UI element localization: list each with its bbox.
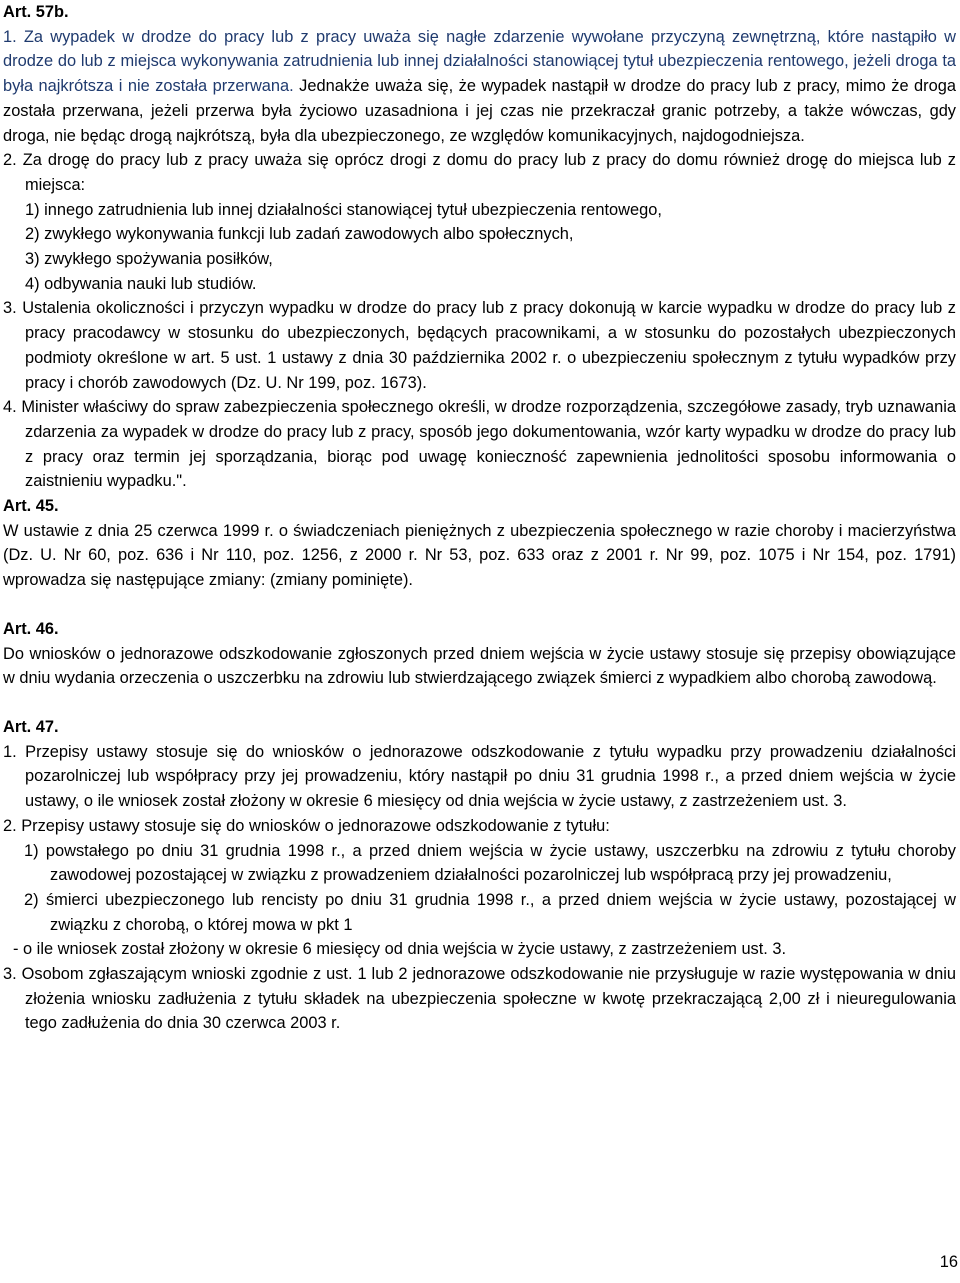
list-item: 2) śmierci ubezpieczonego lub rencisty po dniu 31 grudnia 1998 r., a przed dniem wejścia w życie ustawy, pozostającej w związku z chorobą, o której mowa w pkt 1: [24, 890, 956, 934]
article-47: [3, 715, 956, 1036]
article-heading: Art. 45.: [3, 497, 59, 516]
list-item: 1) innego zatrudnienia lub innej działalności stanowiącej tytuł ubezpieczenia rentowego,: [25, 200, 662, 219]
paragraph-1: 1. Przepisy ustawy stosuje się do wniosków o jednorazowe odszkodowanie z tytułu wypadku przy prowadzeniu działalności pozarolniczej lub współpracy przy jej prowadzeniu, który nastąpił po dniu 31 grudnia 1998 r., a przed dniem wejścia w życie ustawy, o ile wniosek został złożony w okresie 6 miesięcy od dnia wejścia w życie ustawy, z zastrzeżeniem ust. 3.: [3, 742, 956, 811]
spacer: [3, 593, 956, 617]
paragraph-1-text-b: Jednakże uważa się, że wypadek nastąpił w drodze do pracy lub z pracy, mimo że droga została przerwana, jeżeli przerwa była życiowo uzasadniona i jej czas nie przekraczał granic potrzeby, a także wówczas, gdy droga, nie będąc drogą najkrótszą, była dla ubezpieczonego, ze względów komunikacyjnych, najdogodniejsza.: [3, 77, 956, 145]
article-46: [3, 617, 956, 691]
paragraph-2: 2. Za drogę do pracy lub z pracy uważa się oprócz drogi z domu do pracy lub z pracy do domu również drogę do miejsca lub z miejsca:: [3, 151, 956, 194]
article-heading: Art. 47.: [3, 717, 59, 736]
document-page: [3, 0, 956, 1036]
spacer: [3, 691, 956, 715]
article-heading: Art. 46.: [3, 619, 59, 638]
article-heading: Art. 57b.: [3, 3, 69, 21]
article-57b: [3, 0, 956, 494]
paragraph-4: 4. Minister właściwy do spraw zabezpieczenia społecznego określi, w drodze rozporządzenia, szczegółowe zasady, tryb uznawania zdarzenia za wypadek w drodze do pracy lub z pracy, sposób jego dokumentowania, wzór karty wypadku w drodze do pracy lub z pracy oraz termin jej sporządzania, biorąc pod uwagę konieczność zapewnienia jednolitości sposobu informowania o zaistnieniu wypadku.".: [3, 398, 956, 491]
paragraph-1: [3, 25, 956, 149]
list-item: 3) zwykłego spożywania posiłków,: [25, 250, 273, 269]
article-45: [3, 494, 956, 593]
paragraph-3: 3. Osobom zgłaszającym wnioski zgodnie z ust. 1 lub 2 jednorazowe odszkodowanie nie przysługuje w razie występowania w dniu złożenia wniosku zadłużenia z tytułu składek na ubezpieczenia społeczne w kwotę przekraczającą 2,00 zł i nieuregulowania tego zadłużenia do dnia 30 czerwca 2003 r.: [3, 965, 956, 1033]
list-item: 1) powstałego po dniu 31 grudnia 1998 r., a przed dniem wejścia w życie ustawy, uszczerbku na zdrowiu z tytułu choroby zawodowej pozostającej w związku z prowadzeniem działalności pozarolniczej lub współpracą przy jej prowadzeniu,: [24, 841, 956, 885]
list-item: 4) odbywania nauki lub studiów.: [25, 274, 257, 293]
paragraph-2-tail: - o ile wniosek został złożony w okresie 6 miesięcy od dnia wejścia w życie ustawy, z zastrzeżeniem ust. 3.: [13, 940, 787, 959]
paragraph-1-text-a: 1. Za wypadek w drodze do pracy lub z pracy uważa się nagłe zdarzenie wywołane przyczyną zewnętrzną, które nastąpiło w drodze do lub z miejsca wykonywania zatrudnienia lub innej działalności stanowiącej tytuł ubezpieczenia rentowego, jeżeli droga ta była najkrótsza i nie została przerwana.: [3, 27, 956, 96]
article-text: Do wniosków o jednorazowe odszkodowanie zgłoszonych przed dniem wejścia w życie ustawy stosuje się przepisy obowiązujące w dniu wydania orzeczenia o uszczerbku na zdrowiu lub stwierdzającego związek śmierci z wypadkiem albo chorobą zawodową.: [3, 644, 956, 688]
paragraph-2: 2. Przepisy ustawy stosuje się do wniosków o jednorazowe odszkodowanie z tytułu:: [3, 816, 610, 835]
page-number: 16: [939, 1253, 958, 1272]
article-text: W ustawie z dnia 25 czerwca 1999 r. o świadczeniach pieniężnych z ubezpieczenia społecznego w razie choroby i macierzyństwa (Dz. U. Nr 60, poz. 636 i Nr 110, poz. 1256, z 2000 r. Nr 53, poz. 633 oraz z 2001 r. Nr 99, poz. 1075 i Nr 154, poz. 1791) wprowadza się następujące zmiany: (zmiany pominięte).: [3, 521, 956, 590]
list-item: 2) zwykłego wykonywania funkcji lub zadań zawodowych albo społecznych,: [25, 225, 574, 244]
paragraph-3: 3. Ustalenia okoliczności i przyczyn wypadku w drodze do pracy lub z pracy dokonują w karcie wypadku w drodze do pracy lub z pracy pracodawcy w stosunku do ubezpieczonych, będących pracownikami, a w stosunku do pozostałych ubezpieczonych podmioty określone w art. 5 ust. 1 ustawy z dnia 30 października 2002 r. o ubezpieczeniu społecznym z tytułu wypadków przy pracy i chorób zawodowych (Dz. U. Nr 199, poz. 1673).: [3, 299, 956, 392]
